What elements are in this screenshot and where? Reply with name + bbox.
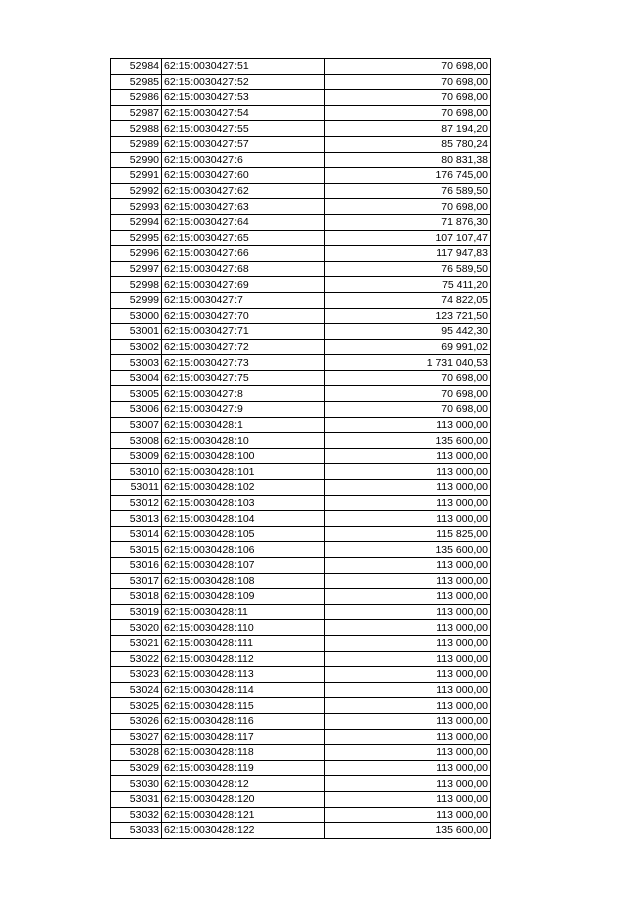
cadastral-value-cell: 87 194,20 [325,121,491,137]
cadastral-number-cell: 62:15:0030427:71 [162,324,325,340]
table-row [111,604,491,620]
cadastral-number-cell: 62:15:0030428:103 [162,495,325,511]
cadastral-value-cell: 176 745,00 [325,168,491,184]
row-number-cell: 53033 [111,823,162,839]
table-row [111,620,491,636]
table-row [111,526,491,542]
table-row [111,448,491,464]
cadastral-number-cell: 62:15:0030428:10 [162,433,325,449]
cadastral-number-cell: 62:15:0030427:55 [162,121,325,137]
cadastral-value-cell: 74 822,05 [325,292,491,308]
cadastral-number-cell: 62:15:0030428:111 [162,635,325,651]
cadastral-number-cell: 62:15:0030427:57 [162,136,325,152]
cadastral-number-cell: 62:15:0030428:110 [162,620,325,636]
cadastral-value-cell: 115 825,00 [325,526,491,542]
cadastral-number-cell: 62:15:0030427:8 [162,386,325,402]
cadastral-value-cell: 113 000,00 [325,511,491,527]
table-row [111,230,491,246]
cadastral-number-cell: 62:15:0030427:69 [162,277,325,293]
cadastral-value-cell: 113 000,00 [325,807,491,823]
table-row [111,105,491,121]
cadastral-number-cell: 62:15:0030428:112 [162,651,325,667]
cadastral-value-cell: 113 000,00 [325,448,491,464]
row-number-cell: 52985 [111,74,162,90]
cadastral-number-cell: 62:15:0030428:118 [162,745,325,761]
row-number-cell: 53005 [111,386,162,402]
cadastral-value-cell: 113 000,00 [325,480,491,496]
cadastral-number-cell: 62:15:0030427:63 [162,199,325,215]
cadastral-number-cell: 62:15:0030427:9 [162,402,325,418]
row-number-cell: 53032 [111,807,162,823]
cadastral-value-cell: 113 000,00 [325,651,491,667]
row-number-cell: 52999 [111,292,162,308]
cadastral-number-cell: 62:15:0030427:54 [162,105,325,121]
row-number-cell: 53028 [111,745,162,761]
cadastral-value-cell: 113 000,00 [325,573,491,589]
cadastral-value-cell: 117 947,83 [325,246,491,262]
row-number-cell: 52996 [111,246,162,262]
row-number-cell: 53022 [111,651,162,667]
cadastral-number-cell: 62:15:0030427:52 [162,74,325,90]
cadastral-value-cell: 70 698,00 [325,59,491,75]
table-row [111,823,491,839]
cadastral-number-cell: 62:15:0030428:117 [162,729,325,745]
row-number-cell: 52988 [111,121,162,137]
table-row [111,511,491,527]
cadastral-number-cell: 62:15:0030427:65 [162,230,325,246]
cadastral-value-cell: 70 698,00 [325,402,491,418]
row-number-cell: 52995 [111,230,162,246]
row-number-cell: 53017 [111,573,162,589]
table-row [111,573,491,589]
row-number-cell: 53031 [111,791,162,807]
cadastral-value-cell: 95 442,30 [325,324,491,340]
cadastral-value-cell: 113 000,00 [325,620,491,636]
cadastral-value-cell: 113 000,00 [325,791,491,807]
table-row [111,651,491,667]
table-body [111,59,491,839]
cadastral-value-cell: 70 698,00 [325,74,491,90]
row-number-cell: 53003 [111,355,162,371]
cadastral-value-cell: 71 876,30 [325,214,491,230]
cadastral-number-cell: 62:15:0030428:121 [162,807,325,823]
cadastral-value-cell: 80 831,38 [325,152,491,168]
row-number-cell: 53026 [111,713,162,729]
table-row [111,277,491,293]
cadastral-value-cell: 76 589,50 [325,183,491,199]
table-row [111,152,491,168]
cadastral-value-cell: 70 698,00 [325,90,491,106]
cadastral-number-cell: 62:15:0030427:73 [162,355,325,371]
table-row [111,292,491,308]
cadastral-value-cell: 113 000,00 [325,635,491,651]
table-row [111,74,491,90]
cadastral-value-cell: 75 411,20 [325,277,491,293]
cadastral-number-cell: 62:15:0030428:102 [162,480,325,496]
cadastral-value-cell: 70 698,00 [325,105,491,121]
row-number-cell: 53012 [111,495,162,511]
cadastral-number-cell: 62:15:0030428:106 [162,542,325,558]
cadastral-number-cell: 62:15:0030428:115 [162,698,325,714]
row-number-cell: 52989 [111,136,162,152]
cadastral-value-cell: 113 000,00 [325,760,491,776]
row-number-cell: 53030 [111,776,162,792]
table-row [111,558,491,574]
cadastral-value-cell: 70 698,00 [325,199,491,215]
table-row [111,698,491,714]
table-row [111,760,491,776]
row-number-cell: 53014 [111,526,162,542]
cadastral-value-cell: 113 000,00 [325,464,491,480]
cadastral-value-cell: 113 000,00 [325,745,491,761]
row-number-cell: 53001 [111,324,162,340]
cadastral-number-cell: 62:15:0030427:51 [162,59,325,75]
cadastral-number-cell: 62:15:0030428:116 [162,713,325,729]
cadastral-value-cell: 113 000,00 [325,558,491,574]
cadastral-number-cell: 62:15:0030427:72 [162,339,325,355]
table-row [111,59,491,75]
table-row [111,199,491,215]
cadastral-value-cell: 70 698,00 [325,386,491,402]
row-number-cell: 53025 [111,698,162,714]
table-row [111,324,491,340]
cadastral-value-cell: 107 107,47 [325,230,491,246]
cadastral-number-cell: 62:15:0030428:120 [162,791,325,807]
table-row [111,791,491,807]
row-number-cell: 53024 [111,682,162,698]
row-number-cell: 53007 [111,417,162,433]
row-number-cell: 52993 [111,199,162,215]
table-row [111,480,491,496]
cadastral-number-cell: 62:15:0030427:70 [162,308,325,324]
table-row [111,386,491,402]
cadastral-value-cell: 123 721,50 [325,308,491,324]
table-row [111,807,491,823]
cadastral-value-cell: 85 780,24 [325,136,491,152]
cadastral-value-cell: 69 991,02 [325,339,491,355]
cadastral-value-cell: 135 600,00 [325,433,491,449]
cadastral-number-cell: 62:15:0030428:100 [162,448,325,464]
row-number-cell: 53018 [111,589,162,605]
table-row [111,776,491,792]
row-number-cell: 53013 [111,511,162,527]
cadastral-number-cell: 62:15:0030428:119 [162,760,325,776]
cadastral-number-cell: 62:15:0030428:109 [162,589,325,605]
cadastral-number-cell: 62:15:0030427:7 [162,292,325,308]
cadastral-value-cell: 70 698,00 [325,370,491,386]
row-number-cell: 53029 [111,760,162,776]
table-row [111,417,491,433]
cadastral-value-cell: 113 000,00 [325,776,491,792]
cadastral-value-cell: 113 000,00 [325,589,491,605]
table-row [111,682,491,698]
row-number-cell: 53021 [111,635,162,651]
row-number-cell: 52991 [111,168,162,184]
cadastral-number-cell: 62:15:0030428:1 [162,417,325,433]
row-number-cell: 53002 [111,339,162,355]
cadastral-number-cell: 62:15:0030428:12 [162,776,325,792]
table-row [111,495,491,511]
cadastral-value-cell: 113 000,00 [325,667,491,683]
table-row [111,635,491,651]
cadastral-number-cell: 62:15:0030427:64 [162,214,325,230]
row-number-cell: 52997 [111,261,162,277]
cadastral-value-cell: 113 000,00 [325,417,491,433]
table-row [111,308,491,324]
row-number-cell: 53010 [111,464,162,480]
row-number-cell: 52986 [111,90,162,106]
row-number-cell: 53011 [111,480,162,496]
row-number-cell: 53027 [111,729,162,745]
cadastral-number-cell: 62:15:0030427:62 [162,183,325,199]
cadastral-value-cell: 113 000,00 [325,682,491,698]
cadastral-number-cell: 62:15:0030427:66 [162,246,325,262]
table-row [111,246,491,262]
table-row [111,261,491,277]
table-row [111,713,491,729]
table-row [111,433,491,449]
cadastral-number-cell: 62:15:0030428:11 [162,604,325,620]
table-row [111,136,491,152]
table-row [111,214,491,230]
cadastral-number-cell: 62:15:0030427:68 [162,261,325,277]
table-row [111,90,491,106]
table-row [111,667,491,683]
table-row [111,355,491,371]
row-number-cell: 53023 [111,667,162,683]
table-row [111,402,491,418]
cadastral-value-cell: 113 000,00 [325,729,491,745]
cadastral-number-cell: 62:15:0030427:6 [162,152,325,168]
cadastral-value-cell: 1 731 040,53 [325,355,491,371]
table-row [111,464,491,480]
row-number-cell: 52994 [111,214,162,230]
row-number-cell: 52998 [111,277,162,293]
cadastral-value-cell: 113 000,00 [325,713,491,729]
cadastral-value-cell: 113 000,00 [325,698,491,714]
cadastral-value-cell: 135 600,00 [325,823,491,839]
table-row [111,168,491,184]
cadastral-number-cell: 62:15:0030427:60 [162,168,325,184]
cadastral-value-table [110,58,491,839]
row-number-cell: 53009 [111,448,162,464]
cadastral-number-cell: 62:15:0030428:113 [162,667,325,683]
cadastral-value-cell: 135 600,00 [325,542,491,558]
table-row [111,121,491,137]
table-row [111,729,491,745]
row-number-cell: 53000 [111,308,162,324]
table-row [111,745,491,761]
cadastral-value-cell: 113 000,00 [325,495,491,511]
cadastral-number-cell: 62:15:0030427:75 [162,370,325,386]
row-number-cell: 53008 [111,433,162,449]
row-number-cell: 52990 [111,152,162,168]
cadastral-number-cell: 62:15:0030427:53 [162,90,325,106]
cadastral-number-cell: 62:15:0030428:122 [162,823,325,839]
table-row [111,589,491,605]
cadastral-number-cell: 62:15:0030428:107 [162,558,325,574]
cadastral-number-cell: 62:15:0030428:108 [162,573,325,589]
row-number-cell: 53016 [111,558,162,574]
table-row [111,370,491,386]
table-row [111,339,491,355]
cadastral-number-cell: 62:15:0030428:114 [162,682,325,698]
row-number-cell: 53015 [111,542,162,558]
row-number-cell: 53020 [111,620,162,636]
cadastral-number-cell: 62:15:0030428:104 [162,511,325,527]
row-number-cell: 53006 [111,402,162,418]
table-row [111,542,491,558]
cadastral-value-cell: 113 000,00 [325,604,491,620]
table-row [111,183,491,199]
row-number-cell: 53019 [111,604,162,620]
row-number-cell: 52987 [111,105,162,121]
row-number-cell: 52984 [111,59,162,75]
cadastral-number-cell: 62:15:0030428:105 [162,526,325,542]
cadastral-value-cell: 76 589,50 [325,261,491,277]
row-number-cell: 53004 [111,370,162,386]
row-number-cell: 52992 [111,183,162,199]
cadastral-number-cell: 62:15:0030428:101 [162,464,325,480]
